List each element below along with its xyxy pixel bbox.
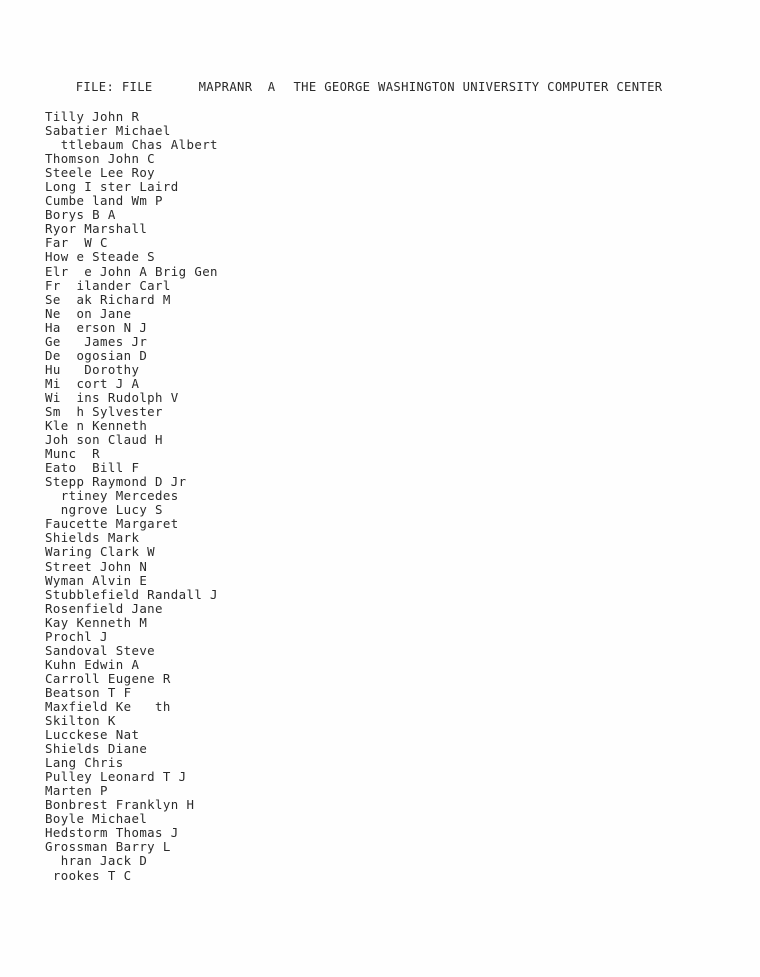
list-item: Eato Bill F [45,460,140,476]
list-item: Carroll Eugene R [45,670,171,686]
list-item: Kle n Kenneth [45,418,148,434]
list-item: Far W C [45,235,108,251]
list-item: ngrove Lucy S [45,502,163,518]
list-item: Hedstorm Thomas J [45,825,179,841]
list-item: ttlebaum Chas Albert [45,137,218,153]
list-item: Sandoval Steve [45,642,156,658]
list-item: Stubblefield Randall J [45,586,218,602]
list-item: Beatson T F [45,684,132,700]
list-item: Faucette Margaret [45,516,179,532]
list-item: Kay Kenneth M [45,614,148,630]
computer-center-title: THE GEORGE WASHINGTON UNIVERSITY COMPUTER CENTER [293,80,663,94]
list-item: Shields Mark [45,530,140,546]
list-item: Shields Diane [45,741,148,757]
list-item: Lang Chris [45,755,124,771]
list-item: Se ak Richard M [45,291,171,307]
list-item: hran Jack D [45,853,148,869]
list-item: Sabatier Michael [45,123,171,139]
list-item: Grossman Barry L [45,839,171,855]
list-item: Waring Clark W [45,544,156,560]
list-item: Boyle Michael [45,811,148,827]
list-item: Hu Dorothy [45,361,140,377]
file-id: MAPRANR A [198,80,276,94]
list-item: Fr ilander Carl [45,277,171,293]
list-item: Steele Lee Roy [45,165,156,181]
list-item: Bonbrest Franklyn H [45,797,195,813]
list-item: De ogosian D [45,347,148,363]
printout-header [45,66,663,108]
list-item: Skilton K [45,713,116,729]
list-item: Street John N [45,558,148,574]
list-item: Tilly John R [45,109,140,124]
list-item: How e Steade S [45,249,156,265]
list-item: Munc R [45,446,101,462]
list-item: Wyman Alvin E [45,572,148,588]
list-item: Elr e John A Brig Gen [45,263,218,279]
list-item: Wi ins Rudolph V [45,389,179,405]
list-item: Thomson John C [45,151,156,167]
list-item: Borys B A [45,207,116,223]
list-item: Mi cort J A [45,375,140,391]
list-item: Ha erson N J [45,319,148,335]
list-item: Marten P [45,783,108,799]
list-item: Maxfield Ke th [45,698,171,714]
list-item: Ne on Jane [45,305,132,321]
list-item: Pulley Leonard T J [45,769,187,785]
list-item: Ge James Jr [45,333,148,349]
list-item: Rosenfield Jane [45,600,163,616]
list-item: Cumbe land Wm P [45,193,163,209]
list-item: Long I ster Laird [45,179,179,195]
list-item: Stepp Raymond D Jr [45,474,187,490]
list-item: rookes T C [45,867,132,883]
list-item: Sm h Sylvester [45,403,163,419]
list-item: Lucckese Nat [45,727,140,743]
list-item: rtiney Mercedes [45,488,179,504]
list-item: Prochl J [45,628,108,644]
file-label: FILE: FILE [75,80,153,94]
list-item: Ryor Marshall [45,221,148,237]
name-list [45,110,218,883]
list-item: Joh son Claud H [45,432,163,448]
list-item: Kuhn Edwin A [45,656,140,672]
